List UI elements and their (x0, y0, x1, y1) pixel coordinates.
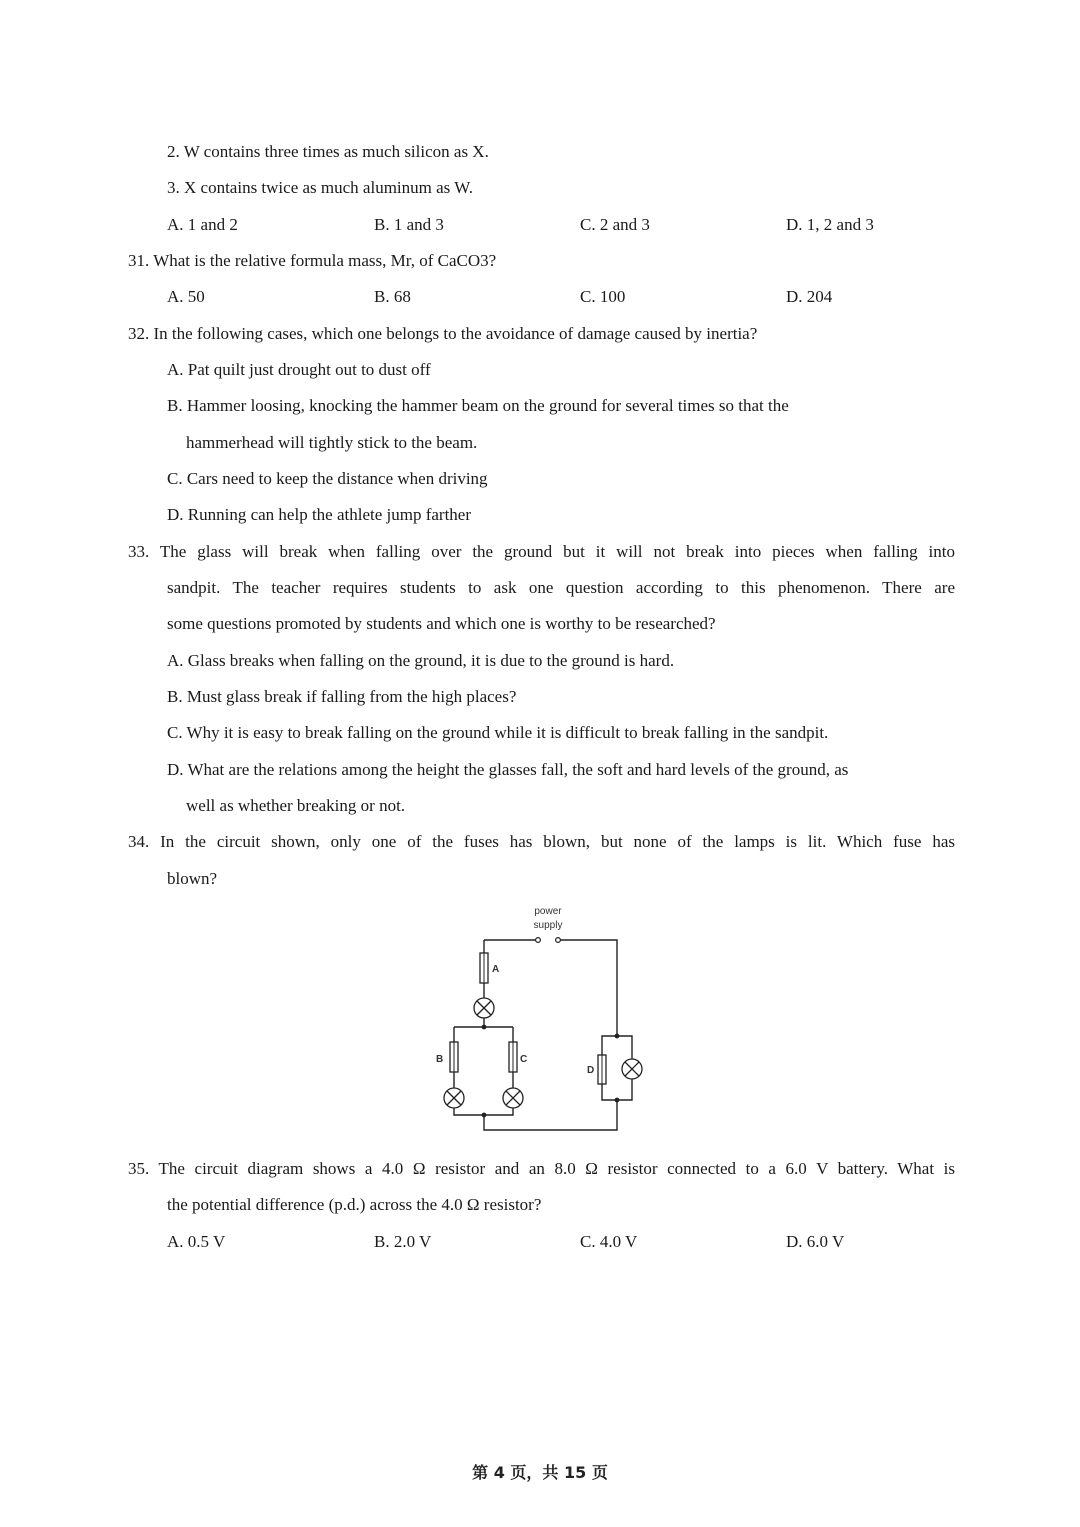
q33-option-a: A. Glass breaks when falling on the ground, it is due to the ground is hard. (167, 651, 675, 670)
q34-line-1: 34. In the circuit shown, only one of the fuses has blown, but none of the lamps is lit. Which fuse has (128, 832, 955, 851)
q31-option-a: A. 50 (167, 287, 205, 306)
q30-option-c: C. 2 and 3 (580, 215, 650, 234)
fuse-b-label: B (436, 1054, 444, 1065)
lamp-icon (474, 998, 494, 1018)
q33-line-1: 33. The glass will break when falling over the ground but it will not break into pieces when falling into (128, 542, 955, 561)
fuse-d-label: D (587, 1065, 595, 1076)
q30-option-d: D. 1, 2 and 3 (786, 215, 874, 234)
power-terminal-icon (536, 938, 541, 943)
q33-option-c: C. Why it is easy to break falling on the ground while it is difficult to break falling in the sandpit. (167, 723, 829, 742)
q32-option-c: C. Cars need to keep the distance when driving (167, 469, 488, 488)
q32-option-d: D. Running can help the athlete jump farther (167, 505, 472, 524)
q31-question: 31. What is the relative formula mass, Mr, of CaCO3? (128, 251, 497, 270)
q35-option-a: A. 0.5 V (167, 1232, 226, 1251)
q31-option-b: B. 68 (374, 287, 411, 306)
q32-question: 32. In the following cases, which one belongs to the avoidance of damage caused by inertia? (128, 324, 758, 343)
page-number: 第 4 页，共 15 页 (472, 1463, 608, 1482)
q33-option-d-line2: well as whether breaking or not. (186, 796, 406, 815)
q35-option-b: B. 2.0 V (374, 1232, 432, 1251)
q35-option-d: D. 6.0 V (786, 1232, 845, 1251)
lamp-icon (444, 1088, 464, 1108)
q33-line-3: some questions promoted by students and which one is worthy to be researched? (167, 614, 716, 633)
lamp-icon (503, 1088, 523, 1108)
q32-option-a: A. Pat quilt just drought out to dust off (167, 360, 431, 379)
q30-statement-3: 3. X contains twice as much aluminum as W. (167, 178, 473, 197)
power-supply-label: power (534, 906, 562, 917)
q33-option-d-line1: D. What are the relations among the height the glasses fall, the soft and hard levels of the ground, as (167, 760, 849, 779)
wire-top-right (560, 940, 617, 1036)
q35-line-1: 35. The circuit diagram shows a 4.0 Ω resistor and an 8.0 Ω resistor connected to a 6.0 V battery. What is (128, 1159, 955, 1178)
junction-dot (615, 1034, 620, 1039)
fuse-a-label: A (492, 964, 500, 975)
q34-line-2: blown? (167, 869, 218, 888)
q31-option-d: D. 204 (786, 287, 833, 306)
q33-option-b: B. Must glass break if falling from the high places? (167, 687, 517, 706)
q35-option-c: C. 4.0 V (580, 1232, 638, 1251)
power-terminal-icon (556, 938, 561, 943)
q30-option-a: A. 1 and 2 (167, 215, 238, 234)
power-supply-label: supply (533, 920, 563, 931)
q30-statement-2: 2. W contains three times as much silicon as X. (167, 142, 489, 161)
junction-dot (482, 1113, 487, 1118)
junction-dot (482, 1025, 487, 1030)
lamp-icon (622, 1059, 642, 1079)
q33-line-2: sandpit. The teacher requires students to ask one question according to this phenomenon. There are (167, 578, 955, 597)
circuit-diagram (420, 900, 660, 1140)
q30-option-b: B. 1 and 3 (374, 215, 444, 234)
q32-option-b-line1: B. Hammer loosing, knocking the hammer beam on the ground for several times so that the (167, 396, 789, 415)
fuse-c-label: C (520, 1054, 528, 1065)
q32-option-b-line2: hammerhead will tightly stick to the beam. (186, 433, 478, 452)
junction-dot (615, 1098, 620, 1103)
q35-line-2: the potential difference (p.d.) across the 4.0 Ω resistor? (167, 1195, 542, 1214)
q31-option-c: C. 100 (580, 287, 626, 306)
